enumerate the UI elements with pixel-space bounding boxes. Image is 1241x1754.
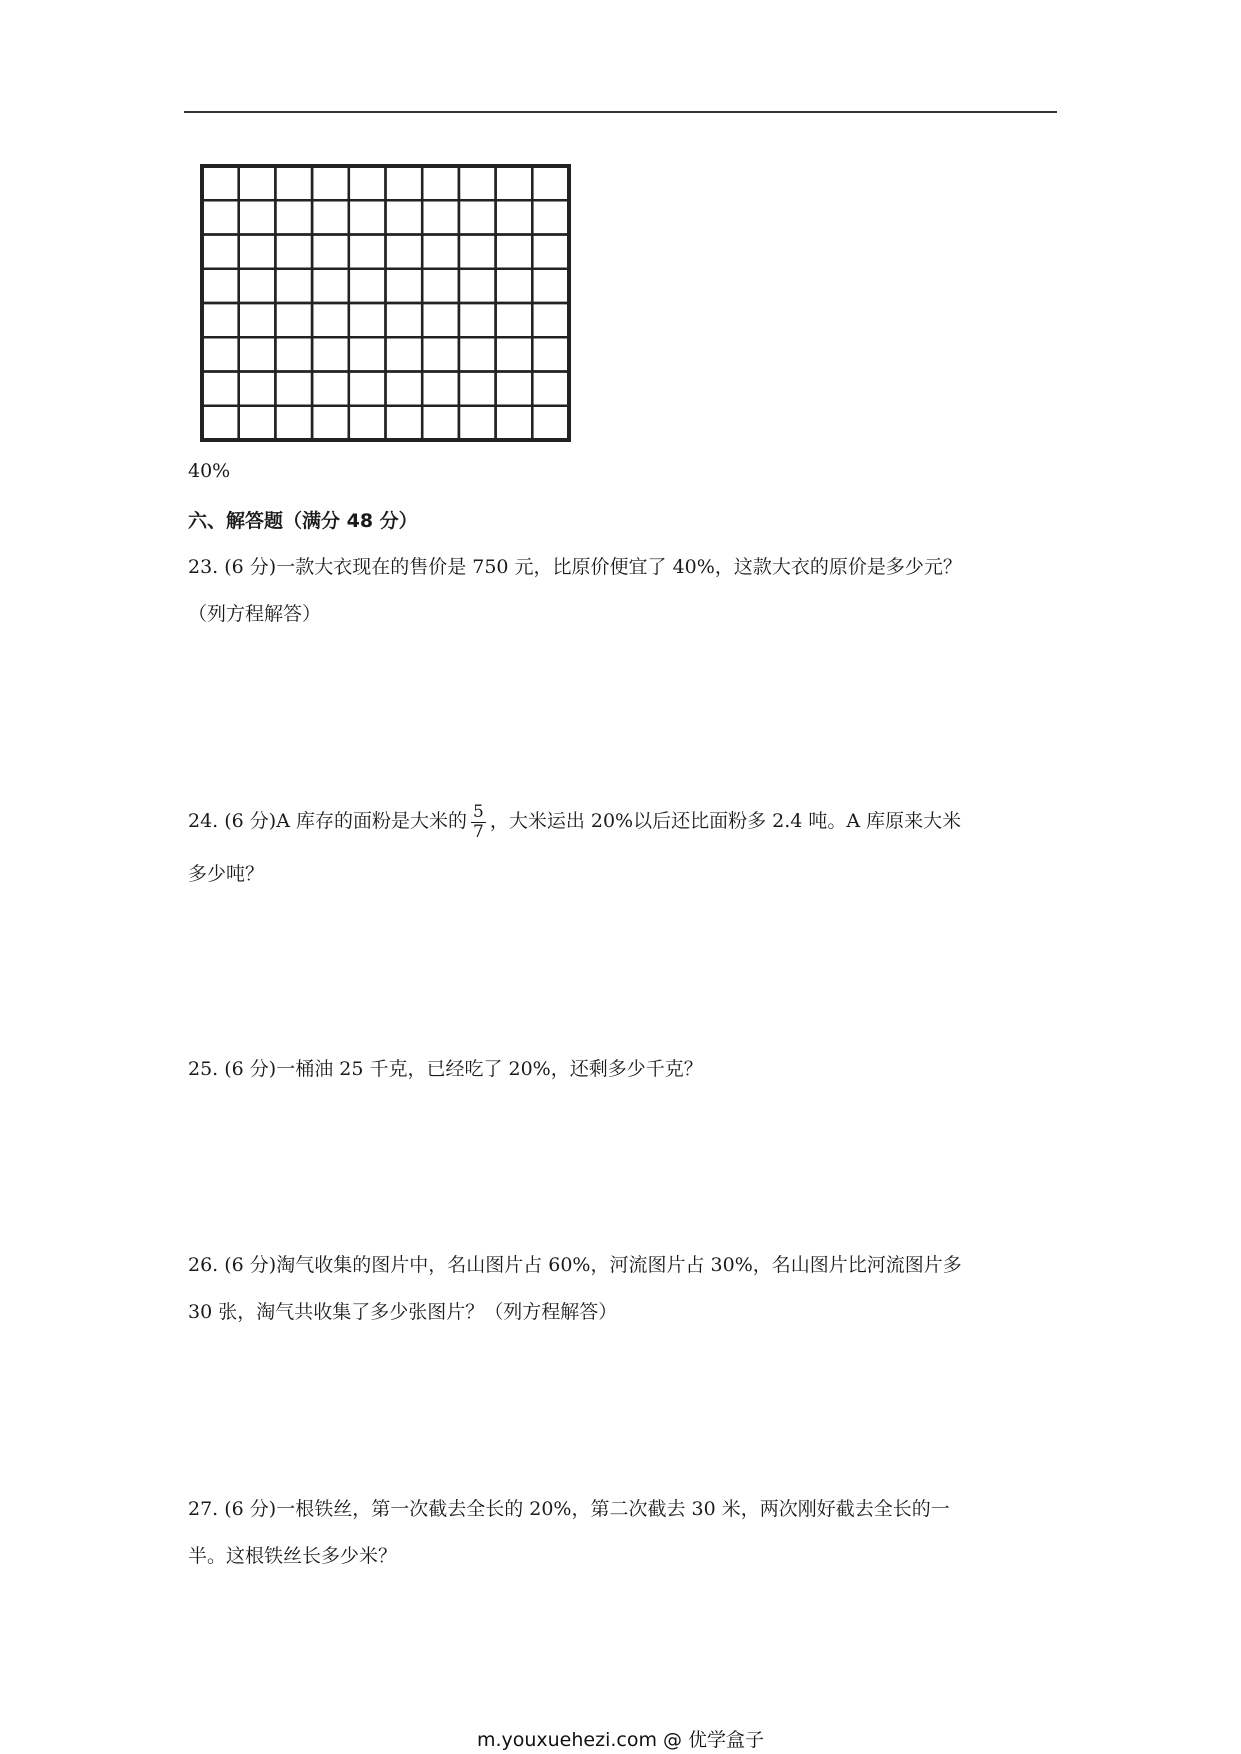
grid-cell (532, 166, 569, 200)
grid-cell (312, 235, 349, 269)
footer-watermark: m.youxuehezi.com @ 优学盒子 (476, 1729, 765, 1751)
grid-cell (422, 406, 459, 440)
grid-caption: 40% (188, 460, 231, 482)
grid-cell (312, 406, 349, 440)
grid-cell (275, 269, 312, 303)
grid-cell (459, 200, 496, 234)
grid-cell (349, 166, 386, 200)
grid-cell (349, 406, 386, 440)
grid-cell (312, 166, 349, 200)
question-27-line2: 半。这根铁丝长多少米？ (188, 1545, 398, 1567)
grid-cell (459, 337, 496, 371)
grid-cell (532, 406, 569, 440)
grid-cell (312, 269, 349, 303)
question-26-line2: 30 张，淘气共收集了多少张图片？（列方程解答） (188, 1301, 618, 1323)
grid-cell (202, 372, 239, 406)
grid-cell (275, 337, 312, 371)
grid-cell (349, 337, 386, 371)
grid-cell (312, 372, 349, 406)
grid-cell (349, 269, 386, 303)
grid-cell (312, 337, 349, 371)
grid-cell (275, 200, 312, 234)
grid-cell (202, 406, 239, 440)
question-24-line2: 多少吨？ (188, 863, 265, 885)
grid-cell (275, 372, 312, 406)
grid-cell (202, 337, 239, 371)
grid-cell (422, 235, 459, 269)
grid-cell (532, 372, 569, 406)
question-23-line1: 23. (6 分)一款大衣现在的售价是 750 元，比原价便宜了 40%，这款大衣的原价是多少元？ (188, 556, 962, 578)
grid-cell (239, 269, 276, 303)
grid-cell (386, 235, 423, 269)
grid-cell (202, 166, 239, 200)
grid-cell (496, 166, 533, 200)
question-24-text-before: 24. (6 分)A 库存的面粉是大米的 (188, 810, 467, 832)
fraction-denominator: 7 (472, 821, 484, 842)
grid-cell (202, 235, 239, 269)
grid-cell (349, 303, 386, 337)
grid-cell (532, 337, 569, 371)
grid-cell (239, 166, 276, 200)
grid-cell (386, 303, 423, 337)
question-24-text-after: ，大米运出 20%以后还比面粉多 2.4 吨。A 库原来大米 (489, 810, 962, 832)
section-title: 六、解答题（满分 48 分） (188, 510, 418, 532)
question-23-line2: （列方程解答） (188, 603, 322, 625)
grid-cell (496, 269, 533, 303)
grid-cell (239, 303, 276, 337)
grid-cell (459, 269, 496, 303)
grid-cell (459, 166, 496, 200)
fraction-numerator: 5 (472, 801, 484, 822)
grid-cell (496, 200, 533, 234)
grid-cell (386, 337, 423, 371)
grid-cell (239, 235, 276, 269)
question-24-line1 (188, 796, 961, 846)
grid-cell (496, 337, 533, 371)
grid-cell (239, 406, 276, 440)
grid-cell (312, 303, 349, 337)
fraction-five-sevenths (471, 803, 486, 842)
question-26-line1: 26. (6 分)淘气收集的图片中，名山图片占 60%，河流图片占 30%，名山图片比河流图片多 (188, 1254, 962, 1276)
grid-cell (422, 372, 459, 406)
grid-cell (275, 166, 312, 200)
grid-cell (202, 269, 239, 303)
grid-cell (202, 303, 239, 337)
grid-cell (275, 406, 312, 440)
grid-cell (312, 200, 349, 234)
question-27-line1: 27. (6 分)一根铁丝，第一次截去全长的 20%，第二次截去 30 米，两次刚好截去全长的一 (188, 1498, 950, 1520)
grid-cell (349, 200, 386, 234)
grid-cell (386, 406, 423, 440)
grid-cell (275, 303, 312, 337)
header-rule (184, 111, 1057, 113)
grid-cell (532, 269, 569, 303)
grid-cell (496, 303, 533, 337)
grid-cell (202, 200, 239, 234)
grid-cell (386, 200, 423, 234)
grid-cell (532, 303, 569, 337)
grid-cell (239, 372, 276, 406)
grid-cell (422, 200, 459, 234)
grid-cell (422, 166, 459, 200)
grid-cell (422, 337, 459, 371)
grid-cell (386, 269, 423, 303)
grid-cell (422, 303, 459, 337)
grid-cell (349, 372, 386, 406)
grid-cell (459, 406, 496, 440)
grid-cell (459, 303, 496, 337)
hundred-grid-figure (199, 163, 572, 443)
grid-cell (275, 235, 312, 269)
grid-cell (422, 269, 459, 303)
grid-cell (496, 372, 533, 406)
question-25-line1: 25. (6 分)一桶油 25 千克，已经吃了 20%，还剩多少千克？ (188, 1058, 703, 1080)
grid-cell (459, 372, 496, 406)
grid-cell (532, 200, 569, 234)
grid-cell (532, 235, 569, 269)
grid-cell (386, 372, 423, 406)
grid-cell (239, 337, 276, 371)
grid-cell (386, 166, 423, 200)
grid-cell (496, 235, 533, 269)
grid-cell (496, 406, 533, 440)
grid-cell (459, 235, 496, 269)
grid-cell (349, 235, 386, 269)
grid-cell (239, 200, 276, 234)
